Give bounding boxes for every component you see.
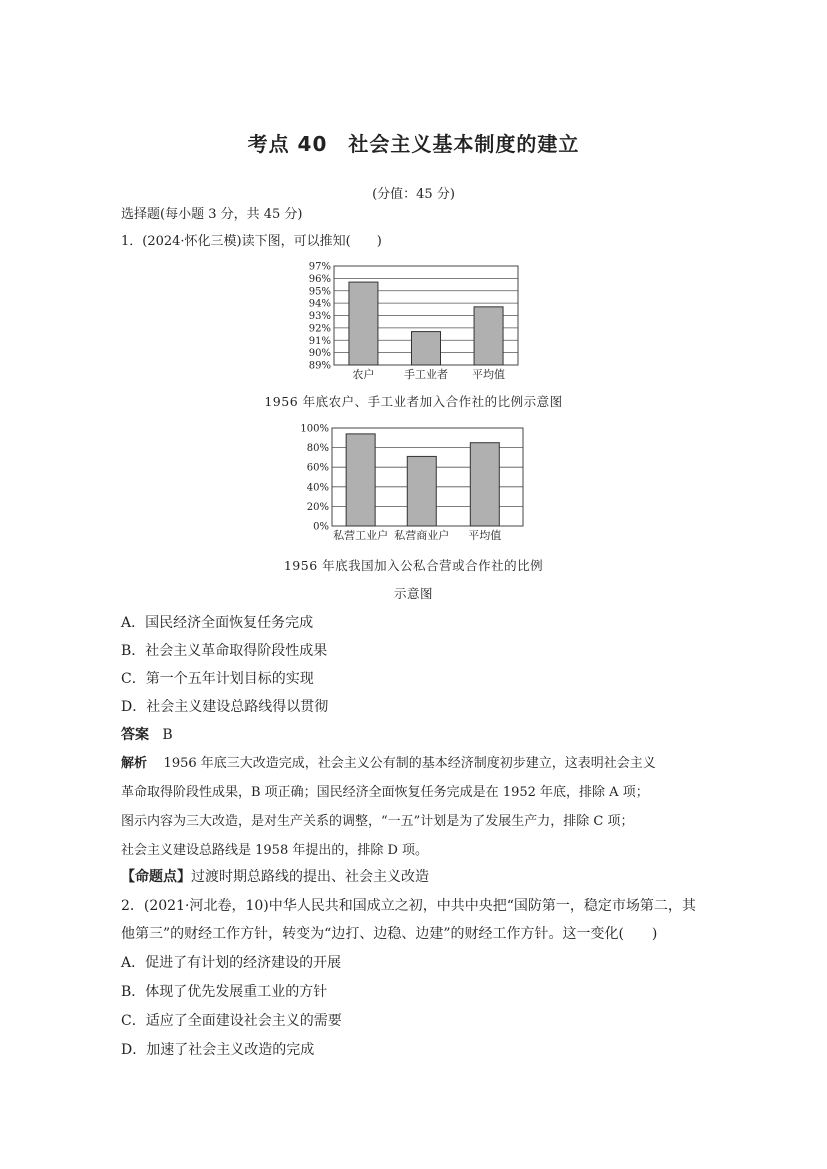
y-tick-label: 80% (306, 443, 329, 455)
chart-2-caption-line2: 示意图 (393, 586, 433, 601)
q2-option-d: D．加速了社会主义改造的完成 (121, 1042, 315, 1058)
y-tick-label: 20% (306, 501, 329, 513)
y-tick-label: 91% (308, 335, 331, 347)
q1-option-c: C．第一个五年计划目标的实现 (121, 671, 314, 687)
analysis-label: 解析 (121, 756, 148, 771)
score-note: (分值：45 分) (372, 187, 455, 202)
q2-option-b: B．体现了优先发展重工业的方针 (121, 984, 328, 1000)
q1-option-b: B．社会主义革命取得阶段性成果 (121, 643, 328, 659)
question-2-stem-line-1: 2．(2021·河北卷，10)中华人民共和国成立之初，中共中央把“国防第一，稳定市场第二，其 (121, 898, 696, 914)
analysis-text-1: 1956 年底三大改造完成，社会主义公有制的基本经济制度初步建立，这表明社会主义 (163, 756, 656, 771)
y-tick-label: 97% (308, 261, 331, 273)
y-tick-label: 90% (308, 348, 331, 360)
q1-tag (121, 866, 429, 886)
y-tick-label: 40% (306, 482, 329, 494)
y-tick-label: 92% (308, 323, 331, 335)
answer-value: B (162, 727, 173, 743)
y-tick-label: 93% (308, 311, 331, 322)
answer-label: 答案 (121, 727, 149, 743)
question-1-stem: 1．(2024·怀化三模)读下图，可以推知( ) (121, 234, 382, 249)
section-heading: 选择题(每小题 3 分，共 45 分) (121, 207, 303, 222)
bar-0 (349, 282, 378, 365)
x-tick-label: 平均值 (468, 529, 502, 540)
q1-answer (121, 724, 173, 744)
x-tick-label: 私营商业户 (394, 529, 450, 540)
q1-analysis-line-3: 图示内容为三大改造，是对生产关系的调整，“一五”计划是为了发展生产力，排除 C 项； (121, 814, 634, 829)
page-title: 考点 40 社会主义基本制度的建立 (247, 132, 580, 156)
tag-label: 【命题点】 (121, 869, 191, 885)
bar-2 (470, 443, 499, 526)
x-tick-label: 私营工业户 (333, 529, 389, 540)
bar-0 (346, 434, 375, 526)
y-tick-label: 60% (306, 462, 329, 474)
q2-option-a: A．促进了有计划的经济建设的开展 (121, 955, 342, 971)
q2-option-c: C．适应了全面建设社会主义的需要 (121, 1013, 342, 1029)
x-tick-label: 平均值 (472, 368, 506, 381)
q1-analysis-line-1 (121, 752, 656, 771)
x-tick-label: 农户 (352, 368, 375, 381)
y-tick-label: 100% (300, 423, 329, 435)
chart-2-caption-line1: 1956 年底我国加入公私合营或合作社的比例 (283, 558, 544, 573)
y-tick-label: 94% (308, 298, 331, 310)
y-tick-label: 89% (308, 360, 331, 372)
bar-1 (407, 456, 436, 526)
chart-2 (280, 420, 540, 540)
question-2-stem-line-2: 他第三”的财经工作方针，转变为“边打、边稳、边建”的财经工作方针。这一变化( ) (121, 926, 658, 942)
bar-1 (412, 332, 441, 365)
y-tick-label: 95% (308, 286, 331, 298)
q1-option-a: A．国民经济全面恢复任务完成 (121, 615, 314, 631)
bar-2 (474, 307, 503, 365)
y-tick-label: 0% (313, 521, 329, 533)
chart-1 (300, 258, 530, 388)
y-tick-label: 96% (308, 273, 331, 285)
x-tick-label: 手工业者 (404, 368, 448, 381)
tag-text: 过渡时期总路线的提出、社会主义改造 (191, 869, 429, 885)
q1-option-d: D．社会主义建设总路线得以贯彻 (121, 699, 329, 715)
q1-analysis-line-2: 革命取得阶段性成果，B 项正确；国民经济全面恢复任务完成是在 1952 年底，排除 A 项； (121, 785, 649, 800)
q1-analysis-line-4: 社会主义建设总路线是 1958 年提出的，排除 D 项。 (121, 843, 429, 858)
chart-1-caption: 1956 年底农户、手工业者加入合作社的比例示意图 (264, 394, 563, 409)
